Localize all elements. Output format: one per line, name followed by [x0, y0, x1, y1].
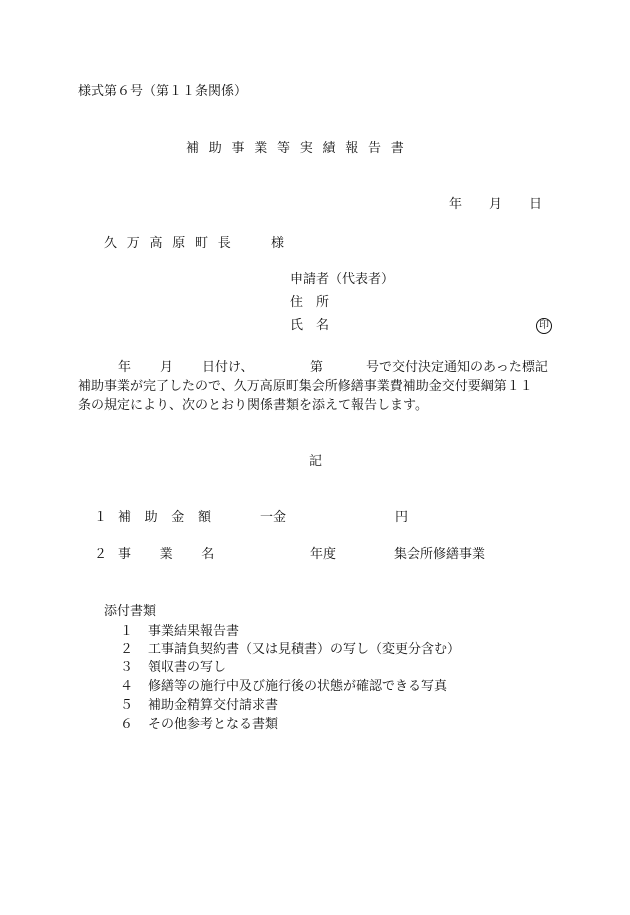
body-year: 年	[118, 360, 132, 375]
date-day: 日	[529, 197, 543, 212]
item1-label: 補助金額	[118, 510, 225, 525]
attachment-item	[120, 699, 278, 712]
body-month: 月	[160, 360, 174, 375]
date-month: 月	[489, 197, 503, 212]
attachment-text: その他参考となる書類	[148, 717, 279, 732]
item2-number: ２	[94, 547, 108, 562]
body-line1-rest: 号で交付決定通知のあった標記	[366, 360, 548, 375]
seal-icon: 印	[536, 318, 552, 334]
attachment-item	[120, 661, 226, 674]
date-year: 年	[449, 197, 463, 212]
attachment-item	[120, 718, 278, 731]
body-day: 日付け、	[202, 360, 254, 375]
attachment-item	[120, 643, 460, 656]
attachments-heading: 添付書類	[104, 604, 157, 619]
item1-number: １	[94, 510, 108, 525]
attachment-number: ６	[120, 717, 134, 732]
document-title: 補助事業等実績報告書	[186, 141, 414, 156]
attachment-item	[120, 680, 447, 693]
applicant-role: 申請者（代表者）	[290, 272, 395, 287]
attachment-number: ５	[120, 698, 134, 713]
attachment-text: 領収書の写し	[148, 660, 227, 675]
attachment-number: ２	[120, 642, 134, 657]
ki-heading: 記	[309, 454, 323, 469]
applicant-address-label: 住 所	[290, 295, 330, 310]
item2-label: 事業名	[118, 547, 243, 562]
item2-project: 集会所修繕事業	[394, 547, 486, 562]
attachment-text: 事業結果報告書	[148, 624, 240, 639]
attachment-text: 工事請負契約書（又は見積書）の写し（変更分含む）	[148, 642, 461, 657]
attachment-text: 補助金精算交付請求書	[148, 698, 279, 713]
body-dai: 第	[310, 360, 324, 375]
seal-mark	[536, 318, 552, 334]
body-line3: 条の規定により、次のとおり関係書類を添えて報告します。	[78, 398, 428, 413]
attachment-number: ４	[120, 679, 134, 694]
attachment-number: １	[120, 624, 134, 639]
item1-prefix: 一金	[260, 510, 287, 525]
addressee-honorific: 様	[271, 236, 285, 251]
item2-year-suffix: 年度	[310, 547, 337, 562]
attachment-item	[120, 625, 239, 638]
item1-unit: 円	[395, 510, 409, 525]
body-line2: 補助事業が完了したので、久万高原町集会所修繕事業費補助金交付要綱第１１	[78, 379, 533, 394]
form-label: 様式第６号（第１１条関係）	[78, 84, 248, 99]
attachment-text: 修繕等の施行中及び施行後の状態が確認できる写真	[148, 679, 448, 694]
applicant-name-label: 氏 名	[290, 318, 330, 333]
addressee-name: 久万高原町長	[104, 236, 241, 251]
attachment-number: ３	[120, 660, 134, 675]
